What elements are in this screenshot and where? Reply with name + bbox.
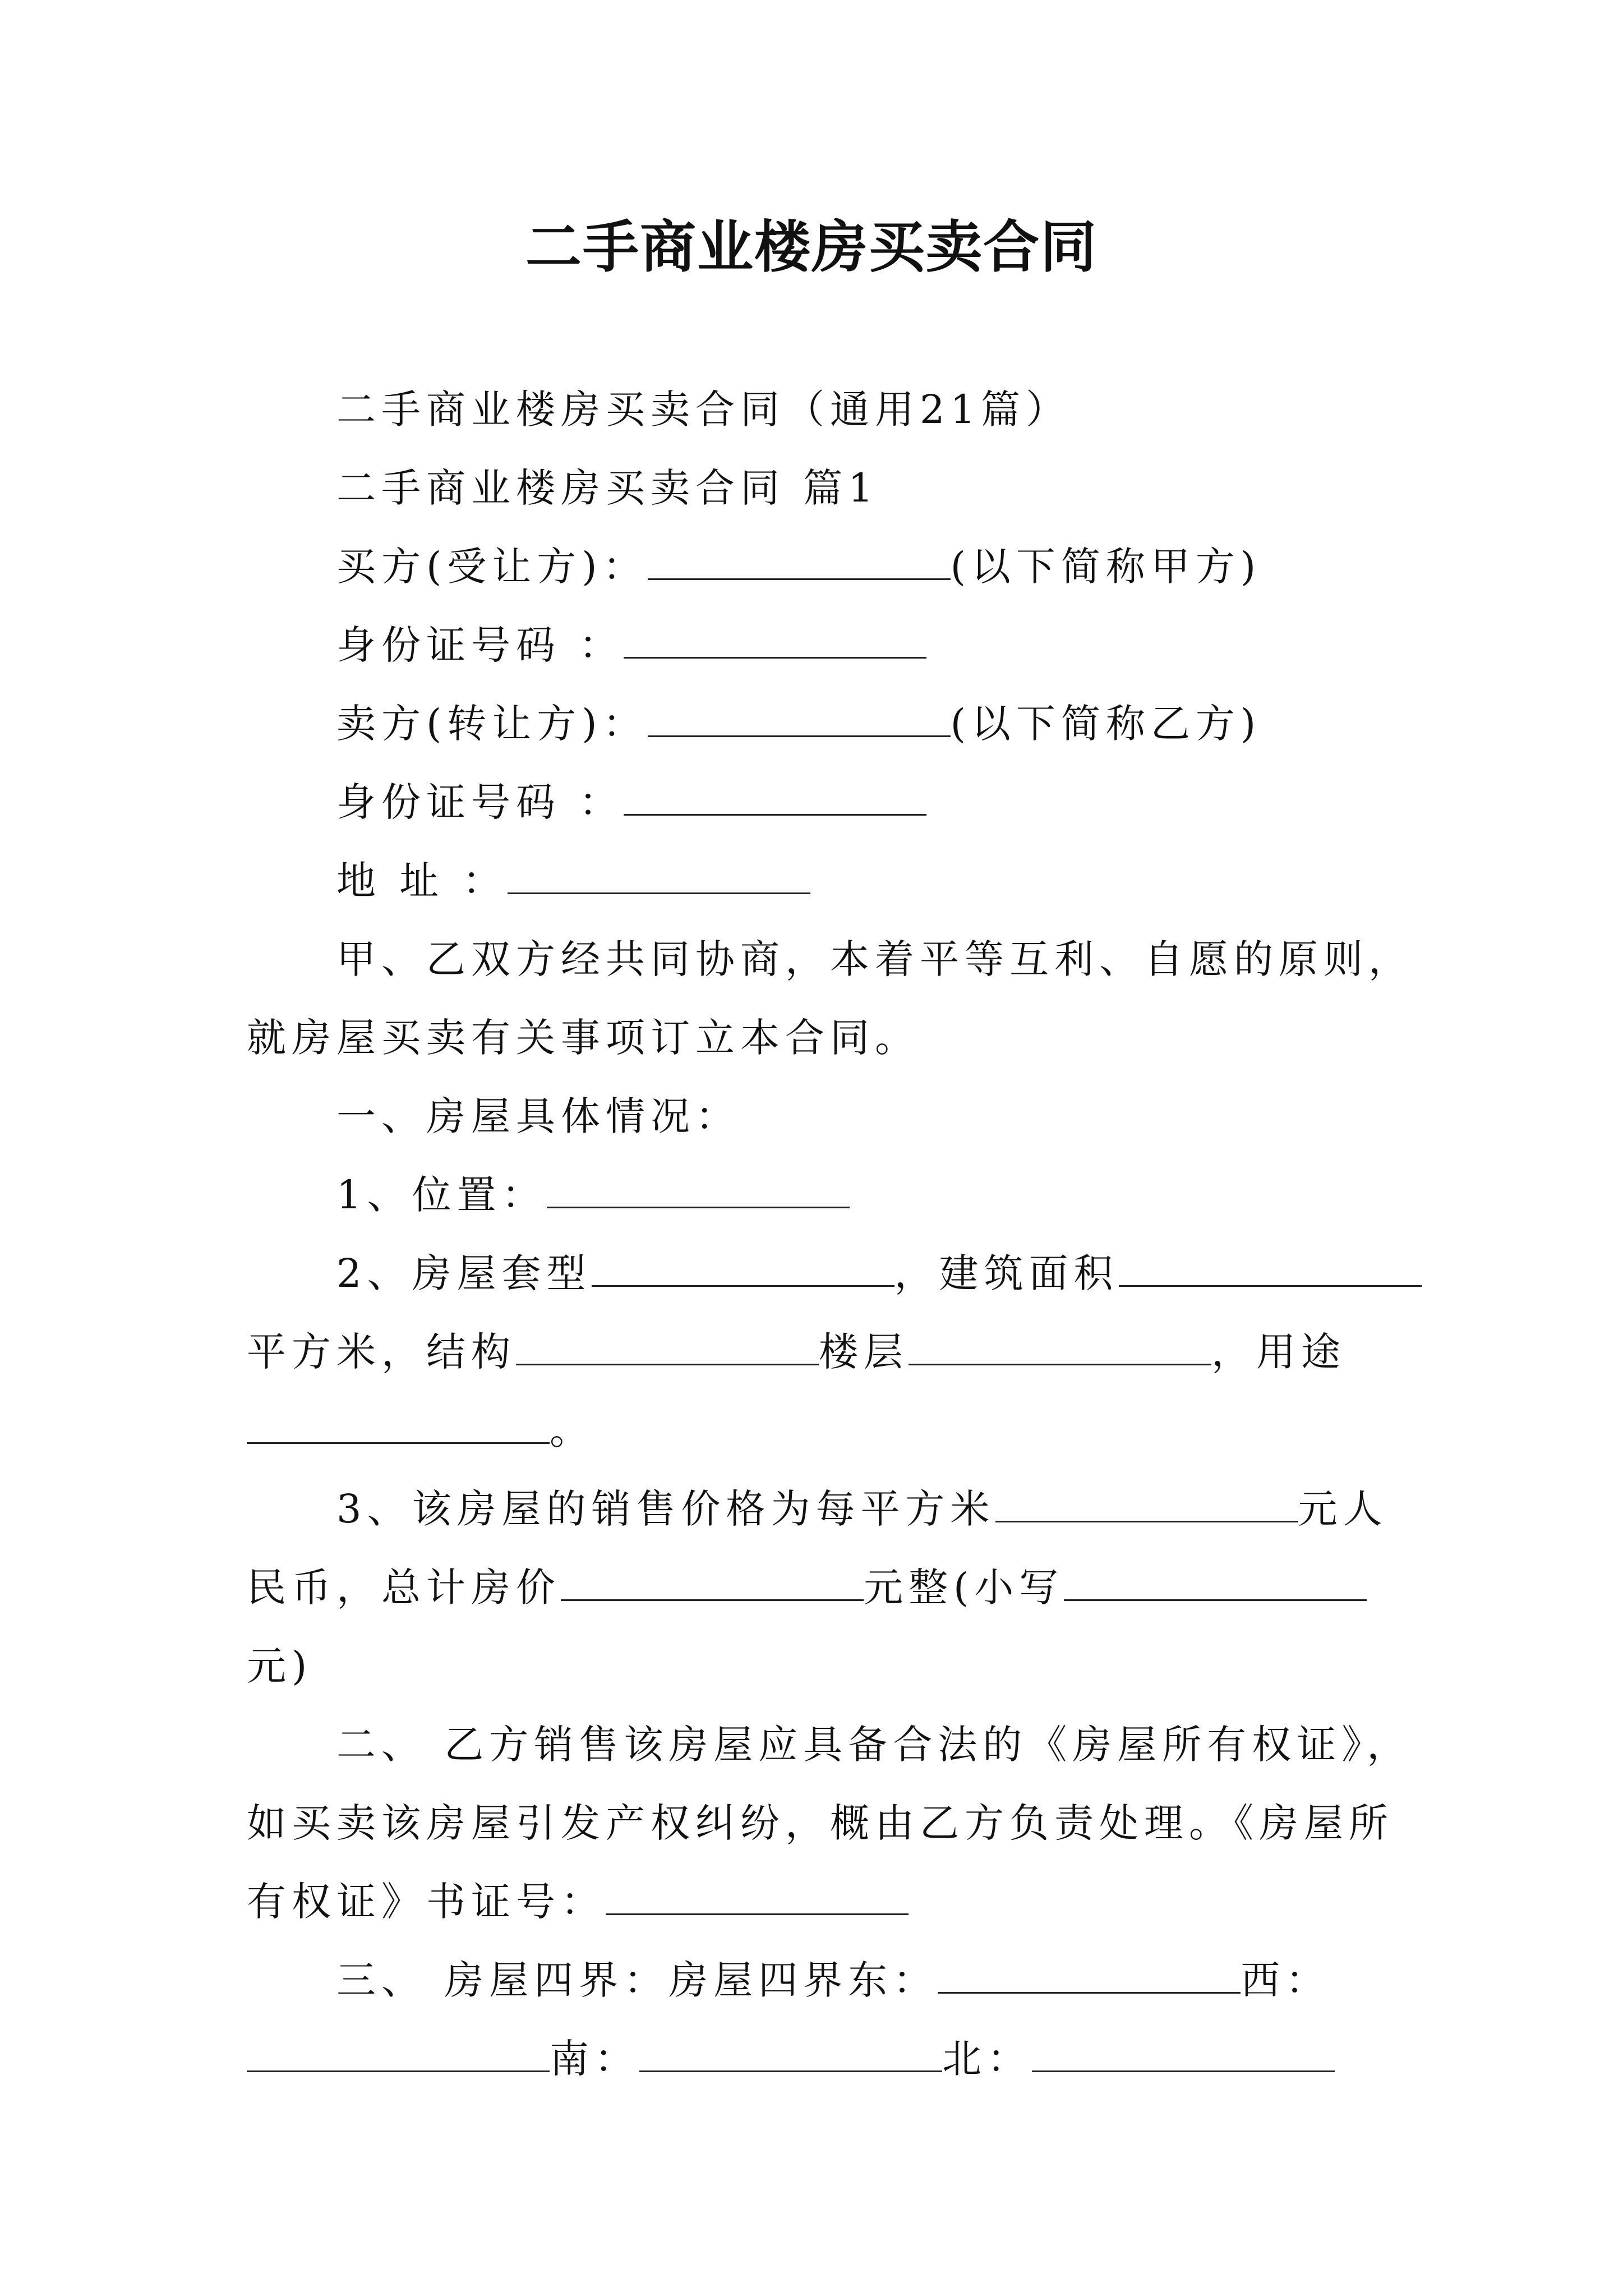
seller-label: 卖方(转让方)： bbox=[336, 701, 648, 747]
area-blank[interactable] bbox=[1119, 1246, 1422, 1287]
usage-label: ，用途 bbox=[1211, 1329, 1346, 1375]
seller-name-blank[interactable] bbox=[648, 696, 951, 737]
boundary-west-label: 西： bbox=[1241, 1957, 1331, 2003]
intro-text-1: 甲、乙双方经共同协商，本着平等互利、自愿的原则， bbox=[336, 936, 1413, 982]
floor-blank[interactable] bbox=[909, 1324, 1211, 1365]
intro-line-1 bbox=[336, 931, 1413, 987]
location-label: 1、位置： bbox=[336, 1172, 547, 1218]
document-subtitle bbox=[336, 381, 1071, 438]
document-title: 二手商业楼房买卖合同 bbox=[525, 214, 1098, 280]
seller-id-line bbox=[336, 774, 926, 830]
boundary-north-blank[interactable] bbox=[1032, 2031, 1335, 2072]
certificate-label: 有权证》书证号： bbox=[247, 1879, 606, 1925]
section-1-heading bbox=[336, 1088, 740, 1144]
house-type-label: 2、房屋套型 bbox=[336, 1250, 592, 1296]
boundary-south-blank[interactable] bbox=[639, 2031, 942, 2072]
item-2-end: 。 bbox=[550, 1407, 594, 1453]
boundary-east-label: 三、 房屋四界：房屋四界东： bbox=[336, 1957, 938, 2003]
section-3-line-1 bbox=[336, 1952, 1330, 2008]
house-type-blank[interactable] bbox=[592, 1246, 895, 1287]
seller-id-label: 身份证号码 ： bbox=[336, 779, 624, 825]
boundary-north-label: 北： bbox=[942, 2036, 1032, 2082]
section-2-text-1: 二、 乙方销售该房屋应具备合法的《房屋所有权证》， bbox=[336, 1722, 1412, 1768]
intro-text-2: 就房屋买卖有关事项订立本合同。 bbox=[247, 1015, 920, 1061]
unit-price-suffix: 元人 bbox=[1298, 1486, 1388, 1532]
buyer-line bbox=[336, 539, 1261, 595]
section-heading bbox=[336, 460, 879, 516]
item-3-line-3 bbox=[247, 1638, 312, 1694]
floor-label: 楼层 bbox=[819, 1329, 909, 1375]
seller-id-blank[interactable] bbox=[624, 775, 926, 816]
area-label: ，建筑面积 bbox=[894, 1250, 1119, 1296]
buyer-label: 买方(受让方)： bbox=[336, 544, 648, 590]
lowercase-blank[interactable] bbox=[1064, 1560, 1367, 1601]
section-3-line-2 bbox=[247, 2031, 1335, 2087]
subtitle-text: 二手商业楼房买卖合同（通用21篇） bbox=[336, 386, 1071, 432]
section-1-text: 一、房屋具体情况： bbox=[336, 1093, 740, 1139]
item-2-line-2 bbox=[247, 1324, 1346, 1380]
structure-label: 平方米，结构 bbox=[247, 1329, 516, 1375]
buyer-name-blank[interactable] bbox=[648, 539, 951, 580]
section-2-line-1 bbox=[336, 1717, 1412, 1773]
total-price-label: 民币，总计房价 bbox=[247, 1565, 561, 1611]
buyer-id-blank[interactable] bbox=[624, 618, 926, 659]
buyer-id-line bbox=[336, 617, 926, 673]
section-2-text-2: 如买卖该房屋引发产权纠纷，概由乙方负责处理。《房屋所 bbox=[247, 1800, 1394, 1846]
boundary-west-blank[interactable] bbox=[247, 2031, 550, 2072]
boundary-south-label: 南： bbox=[550, 2036, 639, 2082]
address-line bbox=[336, 853, 810, 909]
address-blank[interactable] bbox=[508, 853, 810, 894]
total-price-blank[interactable] bbox=[561, 1560, 864, 1601]
item-2-line-3 bbox=[247, 1402, 594, 1458]
item-1-line bbox=[336, 1167, 850, 1223]
unit-price-label: 3、该房屋的销售价格为每平方米 bbox=[336, 1486, 995, 1532]
buyer-id-label: 身份证号码 ： bbox=[336, 622, 624, 668]
buyer-alias: (以下简称甲方) bbox=[950, 544, 1262, 590]
section-2-line-3 bbox=[247, 1874, 909, 1930]
structure-blank[interactable] bbox=[516, 1324, 819, 1365]
section-heading-text: 二手商业楼房买卖合同 篇1 bbox=[336, 465, 879, 511]
intro-line-2 bbox=[247, 1010, 920, 1066]
lowercase-label: 元整(小写 bbox=[864, 1565, 1064, 1611]
item-3-line-2 bbox=[247, 1559, 1367, 1616]
boundary-east-blank[interactable] bbox=[938, 1953, 1241, 1994]
certificate-number-blank[interactable] bbox=[606, 1874, 909, 1915]
seller-line bbox=[336, 696, 1261, 752]
usage-blank[interactable] bbox=[247, 1403, 550, 1444]
item-3-end: 元) bbox=[247, 1643, 313, 1689]
item-2-line-1 bbox=[336, 1245, 1422, 1301]
unit-price-blank[interactable] bbox=[995, 1481, 1298, 1522]
section-2-line-2 bbox=[247, 1795, 1394, 1851]
item-3-line-1 bbox=[336, 1481, 1388, 1537]
address-label: 地 址 ： bbox=[336, 858, 508, 904]
location-blank[interactable] bbox=[547, 1167, 850, 1208]
seller-alias: (以下简称乙方) bbox=[950, 701, 1262, 747]
